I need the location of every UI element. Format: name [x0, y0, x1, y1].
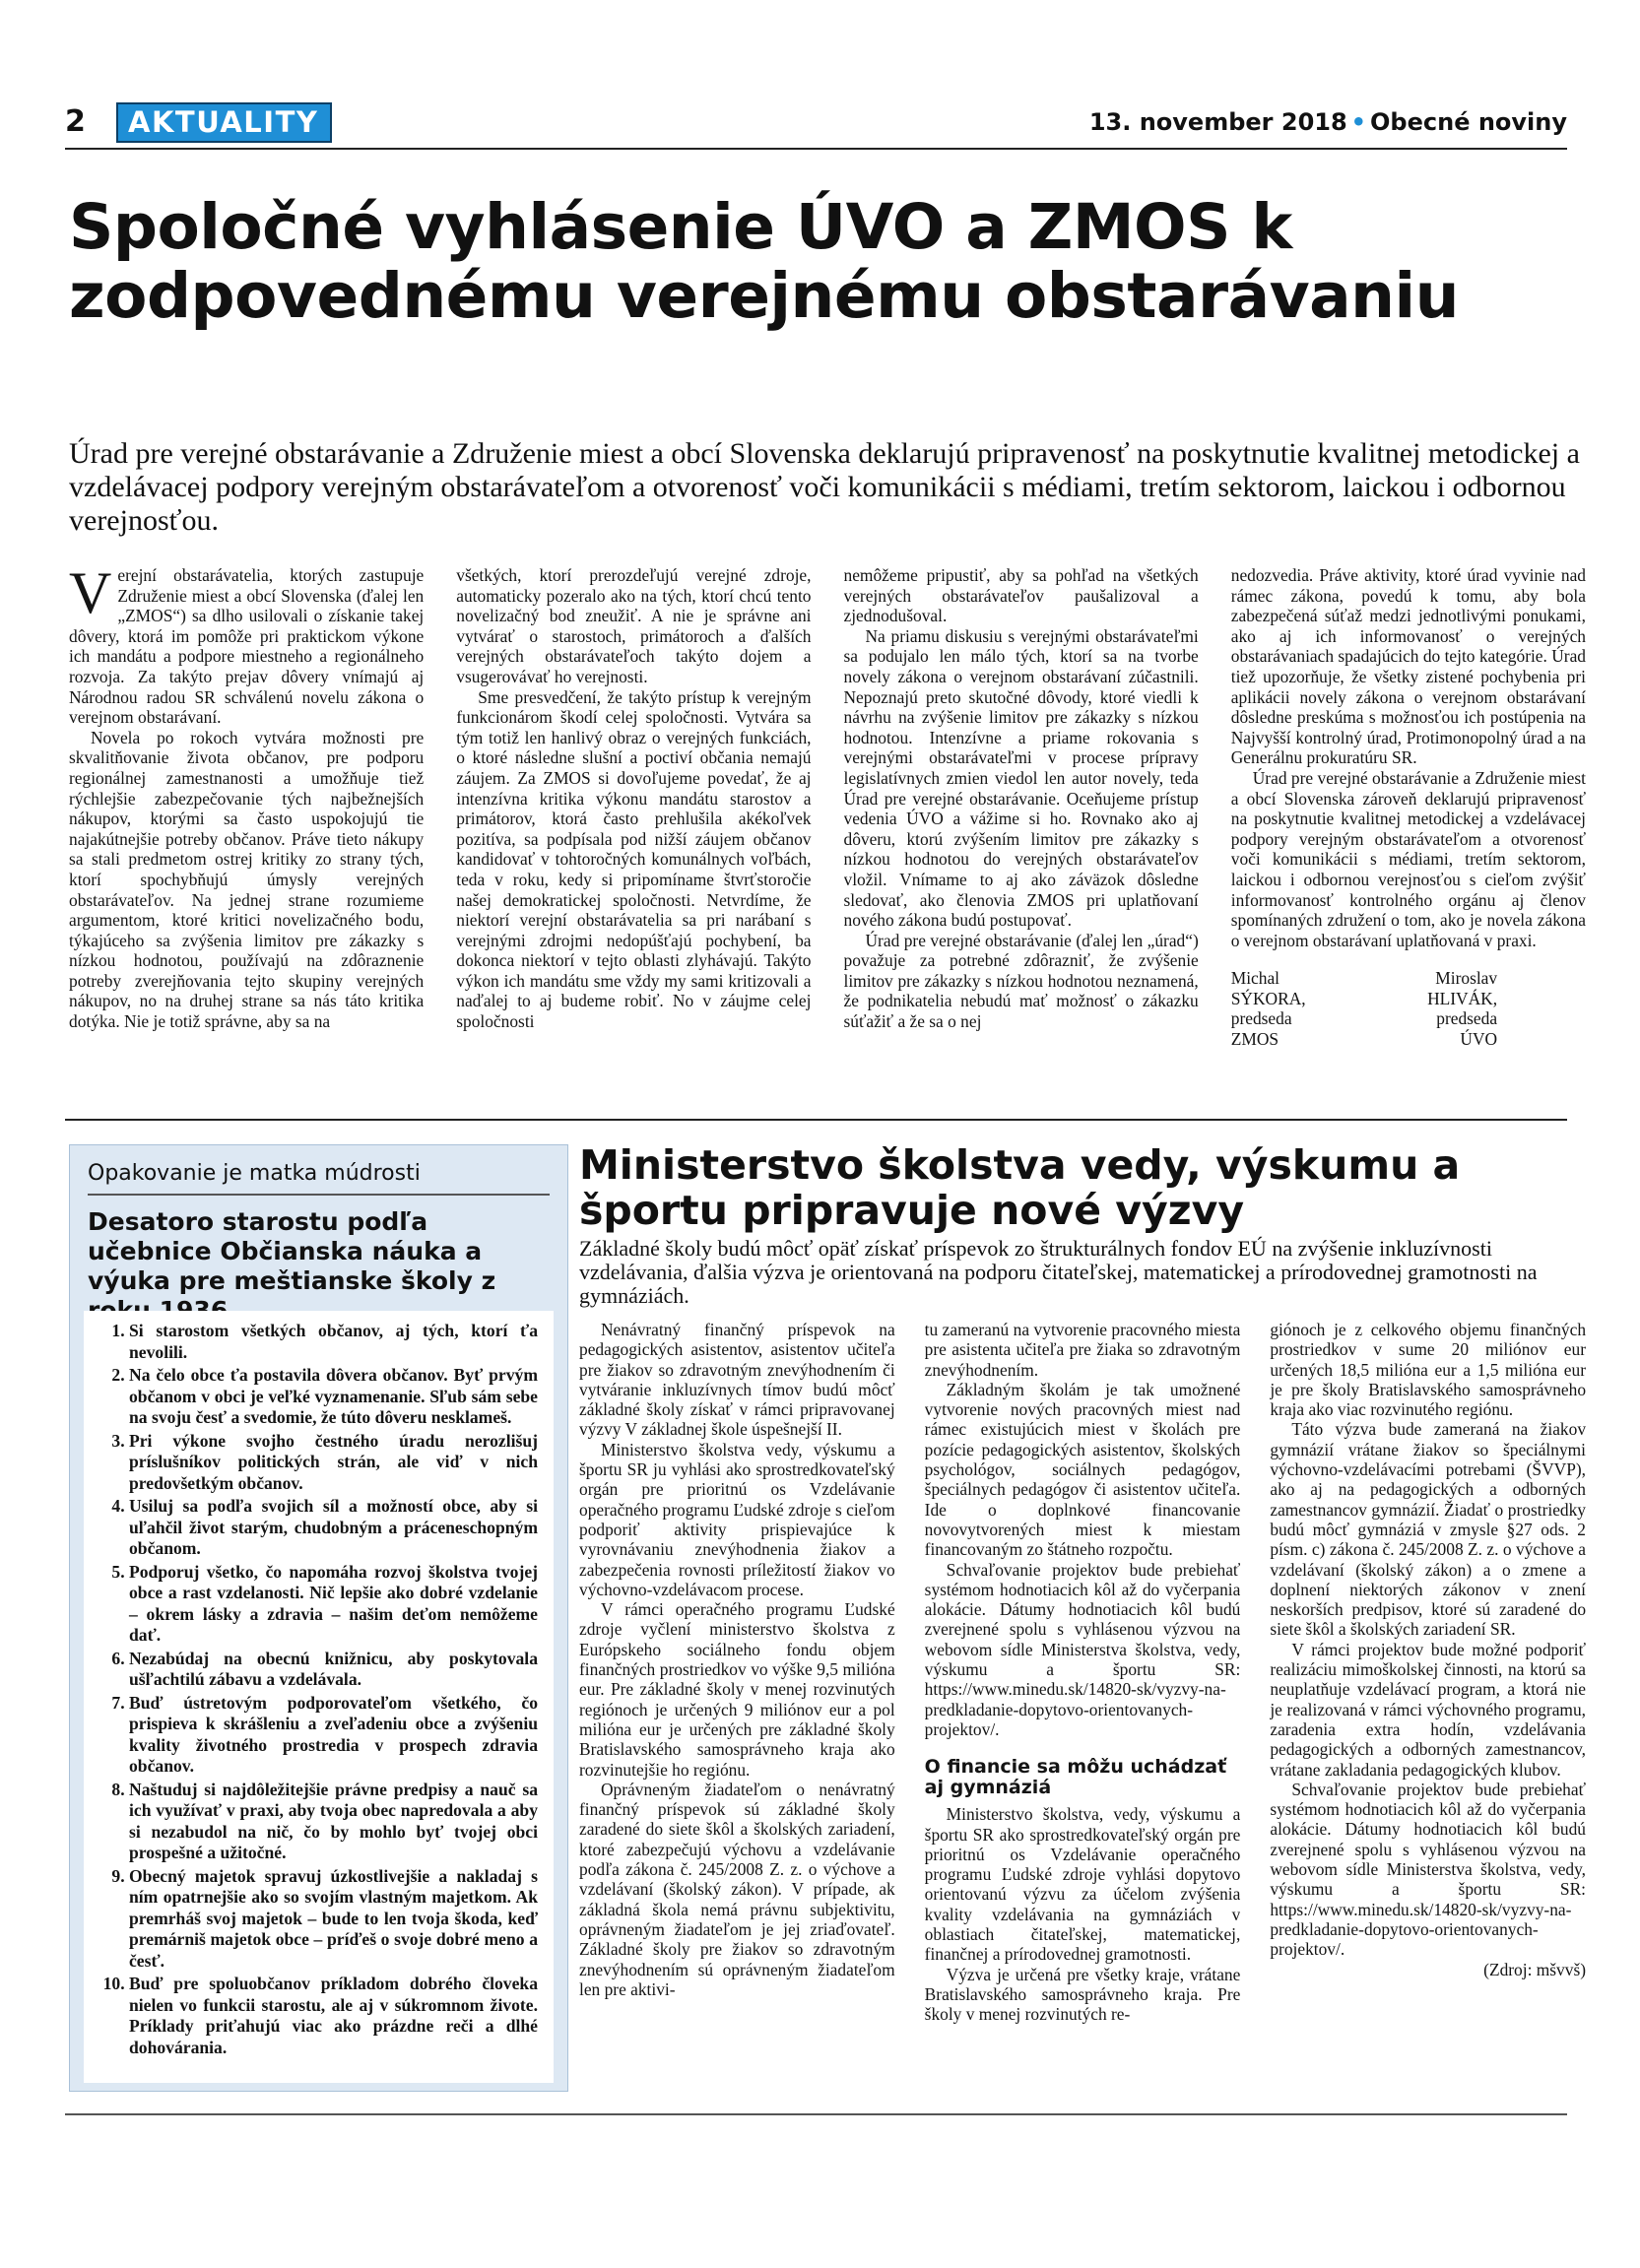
list-item: 7. Buď ústretovým podporovateľom všetkého, čo prispieva k skrášleniu a zveľadeniu obce a zvýšeniu kvality životného prostredia v prospech zdravia občanov. — [129, 1693, 538, 1778]
article-paragraph: giónoch je z celkového objemu finančných prostriedkov v sume 20 miliónov eur určených 18,5 milióna eur a 1,5 milióna eur je pre školy Bratislavského samosprávneho kraja ako viac rozvinutého regiónu. — [1270, 1320, 1587, 1420]
article-paragraph: Úrad pre verejné obstarávanie (ďalej len „úrad“) považuje za potrebné zdôrazniť, že zvýšenie limitov pre zákazky s nízkou hodnotou neznamená, že podnikatelia nebudú mať možnosť o zákazku súťažiť a že sa o nej — [843, 930, 1199, 1032]
article-paragraph: Ministerstvo školstva, vedy, výskumu a športu SR ako sprostredkovateľský orgán pre prioritnú os Vzdelávanie operačného programu Ľudské zdroje vyhlási dopytovo orientovanú výzvu za účelom zvýšenia kvality vzdelávania na gymnáziách v oblastiach čitateľskej, matematickej, finančnej a prírodovednej gramotnosti. — [924, 1804, 1241, 1965]
signature-role: predseda ÚVO — [1436, 1008, 1498, 1050]
article-column-3 — [844, 565, 1199, 1113]
issue-date: 13. november 2018 — [1088, 108, 1347, 136]
sidebar-list — [84, 1311, 554, 2083]
sidebar-kicker: Opakovanie je matka múdrosti — [88, 1161, 550, 1196]
signature-name: Miroslav HLIVÁK, — [1427, 968, 1498, 1008]
article-paragraph — [69, 565, 424, 728]
article2-subtitle: Základné školy budú môcť opäť získať príspevok zo štrukturálnych fondov EÚ na zvýšenie inkluzívnosti vzdelávania, ďalšia výzva je orientovaná na podporu čitateľskej, matematickej a prírodovednej gramotnosti na gymnáziách. — [579, 1236, 1538, 1308]
article2-column-3 — [1270, 1320, 1586, 2078]
article-paragraph: nedozvedia. Práve aktivity, ktoré úrad vyvinie nad rámec zákona, povedú k tomu, aby bola zabezpečená súťaž medzi jednotlivými ponukami, ako aj ich informovanosť o verejných obstarávaniach spadajúcich do tejto kategórie. Úrad tiež upozorňuje, že všetky zistené pochybenia pri aplikácii novely zákona o verejnom obstarávaní dôsledne preskúma s možnosťou ich postúpenia na Najvyšší kontrolný úrad, Protimonopolný úrad a na Generálnu prokuratúru SR. — [1230, 565, 1586, 768]
list-item: 1. Si starostom všetkých občanov, aj tých, ktorí ťa nevolili. — [129, 1321, 538, 1363]
article-paragraph: V rámci operačného programu Ľudské zdroje vyčlení ministerstvo školstva z Európskeho sociálneho fondu objem finančných prostriedkov vo výške 9,5 milióna eur. Pre základné školy v menej rozvinutých regiónoch je určených 9 miliónov eur a pol milióna eur je určených pre základné školy Bratislavského samosprávneho kraja ako rozvinutejšie ho regiónu. — [579, 1599, 895, 1780]
article-paragraph: Ministerstvo školstva vedy, výskumu a športu SR ju vyhlási ako sprostredkovateľský orgán pre prioritnú os Vzdelávanie operačného programu Ľudské zdroje s cieľom podporiť aktivity prispievajúce k vyrovnávaniu znevýhodnenia žiakov a zabezpečenia rovnosti príležitostí žiakov vo výchovno-vzdelávacom procese. — [579, 1439, 895, 1599]
article-paragraph: Na priamu diskusiu s verejnými obstarávateľmi sa podujalo len málo tých, ktorí sa na tvorbe novely zákona o verejnom obstarávaní zúčastnili. Nepoznajú preto skutočné dôvody, ktoré viedli k návrhu na zvýšenie limitov pre zákazky s nízkou hodnotou. Intenzívne a priame rokovania s verejnými obstarávateľmi v procese prípravy legislatívnych zmien viedol len autor novely, teda Úrad pre verejné obstarávanie. Oceňujeme prístup vedenia ÚVO a vážime si ho. Rovnako ako aj dôveru, ktorú zvýšením limitov pre zákazky s nízkou hodnotou do verejných obstarávateľov vložil. Vnímame to aj ako záväzok dôsledne sledovať, ako členovia ZMOS pri uplatňovaní nového zákona budú postupovať. — [843, 625, 1199, 931]
article-column-2 — [456, 565, 811, 1113]
signature-role: predseda ZMOS — [1230, 1008, 1292, 1050]
article-paragraph: Nenávratný finančný príspevok na pedagogických asistentov, asistentov učiteľa pre žiakov so zdravotným znevýhodnením či vytváranie inkluzívnych tímov budú môcť základné školy získať v rámci pripravovanej výzvy V základnej škole úspešnejší II. — [579, 1320, 895, 1440]
article2-headline: Ministerstvo školstva vedy, výskumu a športu pripravuje nové výzvy — [579, 1141, 1461, 1234]
article-paragraph: V rámci projektov bude možné podporiť realizáciu mimoškolskej činnosti, na ktorú sa neuplatňuje vzdelávací program, a ktorá nie je realizovaná v rámci výchovného programu, zaradenia extra hodín, vzdelávania pedagogických a odborných zamestnancov, vrátane zakladania pedagogických klubov. — [1270, 1639, 1587, 1780]
article-paragraph: Základným školám je tak umožnené vytvorenie nových pracovných miest nad rámec existujúcich miest v školách pre pozície pedagogických asistentov, školských psychológov, sociálnych pedagógov, špeciálnych pedagógov či asistentov učiteľa. Ide o doplnkové financovanie novovytvorených miest k miestam financovaným zo štátneho rozpočtu. — [924, 1379, 1241, 1560]
page-number: 2 — [65, 104, 86, 139]
signature-uvo — [1415, 968, 1586, 1049]
issue-info — [1089, 108, 1567, 136]
article-paragraph: Schvaľovanie projektov bude prebiehať systémom hodnotiacich kôl až do vyčerpania alokácie. Dátumy hodnotiacich kôl budú zverejnené spolu s vyhlásenou výzvou na webovom sídle Ministerstva školstva, vedy, výskumu a športu SR: https://www.minedu.sk/14820-sk/vyzvy-na-predkladanie-dopytovo-orientovanych-projektov/. — [1270, 1779, 1587, 1960]
article-paragraph: Výzva je určená pre všetky kraje, vrátane Bratislavského samosprávneho kraja. Pre školy v menej rozvinutých re- — [924, 1964, 1241, 2025]
list-item: 3. Pri výkone svojho čestného úradu nerozlišuj príslušníkov politických strán, ale viď v nich predovšetkým občanov. — [129, 1431, 538, 1495]
drop-cap: V — [69, 565, 112, 625]
article-column-4 — [1231, 565, 1586, 1113]
article-paragraph: Úrad pre verejné obstarávanie a Združenie miest a obcí Slovenska zároveň deklarujú pripravenosť na poskytnutie kvalitnej metodickej a vzdelávacej podpory verejným obstarávateľom a otvorenosť voči komunikácii s médiami, tretím sektorom, laickou i odbornou verejnosťou s cieľom zvýšiť informovanosť kontrolného orgánu aj členov spomínaných združení o tom, ako je novela zákona o verejnom obstarávaní uplatňovaná v praxi. — [1230, 767, 1586, 950]
article-paragraph: Novela po rokoch vytvára možnosti pre skvalitňovanie života občanov, pre podporu regionálnej zamestnanosti a umožňuje tiež rýchlejšie zabezpečovanie tých najbežnejších nákupov, ktorými sa často uspokojujú tie najakútnejšie potreby občanov. Práve tieto nákupy sa stali predmetom ostrej kritiky zo strany tých, ktorí spochybňujú úmysly verejných obstarávateľov. Na jednej strane rozumieme argumentom, ktoré kritici novelizačného bodu, týkajúceho sa zvýšenia limitov pre zákazky s nízkou hodnotou, používajú na zdôraznenie potreby zverejňovania tejto skupiny verejných nákupov, no na druhej strane sa nás táto kritika dotýka. Nie je totiž správne, aby sa na — [69, 727, 425, 1032]
article-lead: Úrad pre verejné obstarávanie a Združenie miest a obcí Slovenska deklarujú pripravenosť na poskytnutie kvalitnej metodickej a vzdelávacej podpory verejným obstarávateľom a otvorenosť voči komunikácii s médiami, tretím sektorom, laickou i odbornou verejnosťou. — [69, 437, 1580, 537]
article-paragraph: tu zameranú na vytvorenie pracovného miesta pre asistenta učiteľa pre žiaka so zdravotným znevýhodnením. — [924, 1320, 1241, 1380]
article-paragraph: nemôžeme pripustiť, aby sa pohľad na všetkých verejných obstarávateľov paušalizoval a zjednodušoval. — [843, 565, 1199, 626]
list-item: 8. Naštuduj si najdôležitejšie právne predpisy a nauč sa ich využívať v praxi, aby tvoja obec napredovala a aby si nezabudol na nič, čo by mohlo byť tvojej obci prospešné a užitočné. — [129, 1780, 538, 1864]
list-item: 9. Obecný majetok spravuj úzkostlivejšie a nakladaj s ním opatrnejšie ako so svojím vlastným majetkom. Ak premrháš svoj majetok – bude to len tvoja škoda, keď premárniš majetok obce – príďeš o svoje dobré meno a česť. — [129, 1866, 538, 1973]
list-item: 5. Podporuj všetko, čo napomáha rozvoj školstva tvojej obce a rast vzdelanosti. Nič lepšie ako dobré vzdelanie – okrem lásky a zdravia – našim deťom nemôžeme dať. — [129, 1562, 538, 1647]
paragraph-text: erejní obstarávatelia, ktorých zastupuje Združenie miest a obcí Slovenska (ďalej len „ZMOS“) sa dlho usilovali o získanie takej dôvery, ktorá im pomôže pri praktickom výkone ich mandátu a podpore miestneho a regionálneho rozvoja. Za takýto prejav dôvery vnímajú aj Národnou radou SR schválenú novelu zákona o verejnom obstarávaní. — [69, 565, 425, 728]
signatures — [1231, 968, 1586, 1049]
section-divider — [65, 1119, 1567, 1121]
signature-name: Michal SÝKORA, — [1230, 968, 1306, 1008]
article-paragraph: Táto výzva bude zameraná na žiakov gymnázií vrátane žiakov so špeciálnymi výchovno-vzdelávacími potrebami (ŠVVP), ako aj na pedagogických a odborných zamestnancov gymnázií. Žiadať o prostriedky budú môcť gymnáziá v zmysle §27 ods. 2 písm. c) zákona č. 245/2008 Z. z. o výchove a vzdelávaní (školský zákon) a o zmene a doplnení niektorých zákonov v znení neskorších predpisov, ktoré sú zaradené do siete škôl a školských zariadení SR. — [1270, 1419, 1587, 1640]
list-item: 10. Buď pre spoluobčanov príkladom dobrého človeka nielen vo funkcii starostu, ale aj v súkromnom živote. Príklady priťahujú viac ako prázdne reči a dlhé dohovárania. — [129, 1974, 538, 2058]
bullet-separator: • — [1350, 108, 1367, 136]
sidebar-title: Desatoro starostu podľa učebnice Občianska náuka a výuka pre meštianske školy z — [88, 1207, 496, 1295]
article-paragraph: všetkých, ktorí prerozdeľujú verejné zdroje, automaticky pozeralo ako na tých, ktorí chcú tento novelizačný bod zneužiť. A nie je správne ani vytvárať o starostoch, primátoroch a ďalších verejných obstarávateľoch takýto dojem a vsugerovávať ho verejnosti. — [456, 565, 812, 686]
bottom-divider — [65, 2113, 1567, 2115]
article-column-1 — [69, 565, 424, 1113]
subheading: O financie sa môžu uchádzať aj gymnáziá — [924, 1756, 1227, 1799]
list-item: 6. Nezabúdaj na obecnú knižnicu, aby poskytovala ušľachtilú zábavu a vzdelávala. — [129, 1649, 538, 1691]
publication-name: Obecné noviny — [1370, 108, 1567, 136]
section-tag: AKTUALITY — [116, 102, 332, 143]
sidebar-box — [69, 1144, 568, 2092]
article2-column-2 — [925, 1320, 1241, 2078]
article2-body — [579, 1320, 1586, 2078]
signature-zmos — [1231, 968, 1402, 1049]
article-paragraph: Schvaľovanie projektov bude prebiehať systémom hodnotiacich kôl až do vyčerpania alokácie. Dátumy hodnotiacich kôl budú zverejnené spolu s vyhlásenou výzvou na webovom sídle Ministerstva školstva, vedy, výskumu a športu SR: https://www.minedu.sk/14820-sk/vyzvy-na-predkladanie-dopytovo-orientovanych-projektov/. — [924, 1559, 1241, 1739]
article-body — [69, 565, 1586, 1113]
list-item: 4. Usiluj sa podľa svojich síl a možností obce, aby si uľahčil život starým, chudobným a práceneschopným občanom. — [129, 1496, 538, 1560]
list-item: 2. Na čelo obce ťa postavila dôvera občanov. Byť prvým občanom v obci je veľké vyznamenanie. Sľub sám sebe na svoju česť a svedomie, že túto dôveru nesklameš. — [129, 1365, 538, 1429]
article-paragraph: Sme presvedčení, že takýto prístup k verejným funkcionárom škodí celej spoločnosti. Vytvára sa tým totiž len hanlivý obraz o verejných funkciách, o ktoré následne slušní a poctiví občania nemajú záujem. Za ZMOS si dovoľujeme povedať, že aj intenzívna kritika výkonu mandátu starostov a primátorov, ktorá často prehlušila akékoľvek pozitíva, sa podpísala pod nižší záujem občanov kandidovať v tohtoročných komunálnych voľbách, teda v roku, kedy si pripomíname štvrťstoročie našej demokratickej spoločnosti. Netvrdíme, že niektorí verejní obstarávatelia sa pri narábaní s verejnými zdrojmi nedopúšťajú pochybení, ba dokonca niektorí v tejto oblasti zlyhávajú. Takýto výkon ich mandátu sme vždy my sami kritizovali a naďalej to aj budeme robiť. No v záujme celej spoločnosti — [456, 686, 812, 1032]
article-paragraph: Oprávneným žiadateľom o nenávratný finančný príspevok sú základné školy zaradené do siete škôl a školských zariadení, ktoré zabezpečujú výchovu a vzdelávanie podľa zákona č. 245/2008 Z. z. o výchove a vzdelávaní (školský zákon). V prípade, ak základná škola nemá právnu subjektivitu, oprávneným žiadateľom je jej zriaďovateľ. Základné školy pre žiakov so zdravotným znevýhodnením sú oprávneným žiadateľom len pre aktivi- — [579, 1779, 895, 1999]
page-header — [65, 102, 1567, 150]
source-credit: (Zdroj: mšvvš) — [1483, 1959, 1587, 1979]
article2-column-1 — [579, 1320, 895, 2078]
article-headline: Spoločné vyhlásenie ÚVO a ZMOS k zodpovednému verejnému obstarávaniu — [69, 191, 1459, 332]
